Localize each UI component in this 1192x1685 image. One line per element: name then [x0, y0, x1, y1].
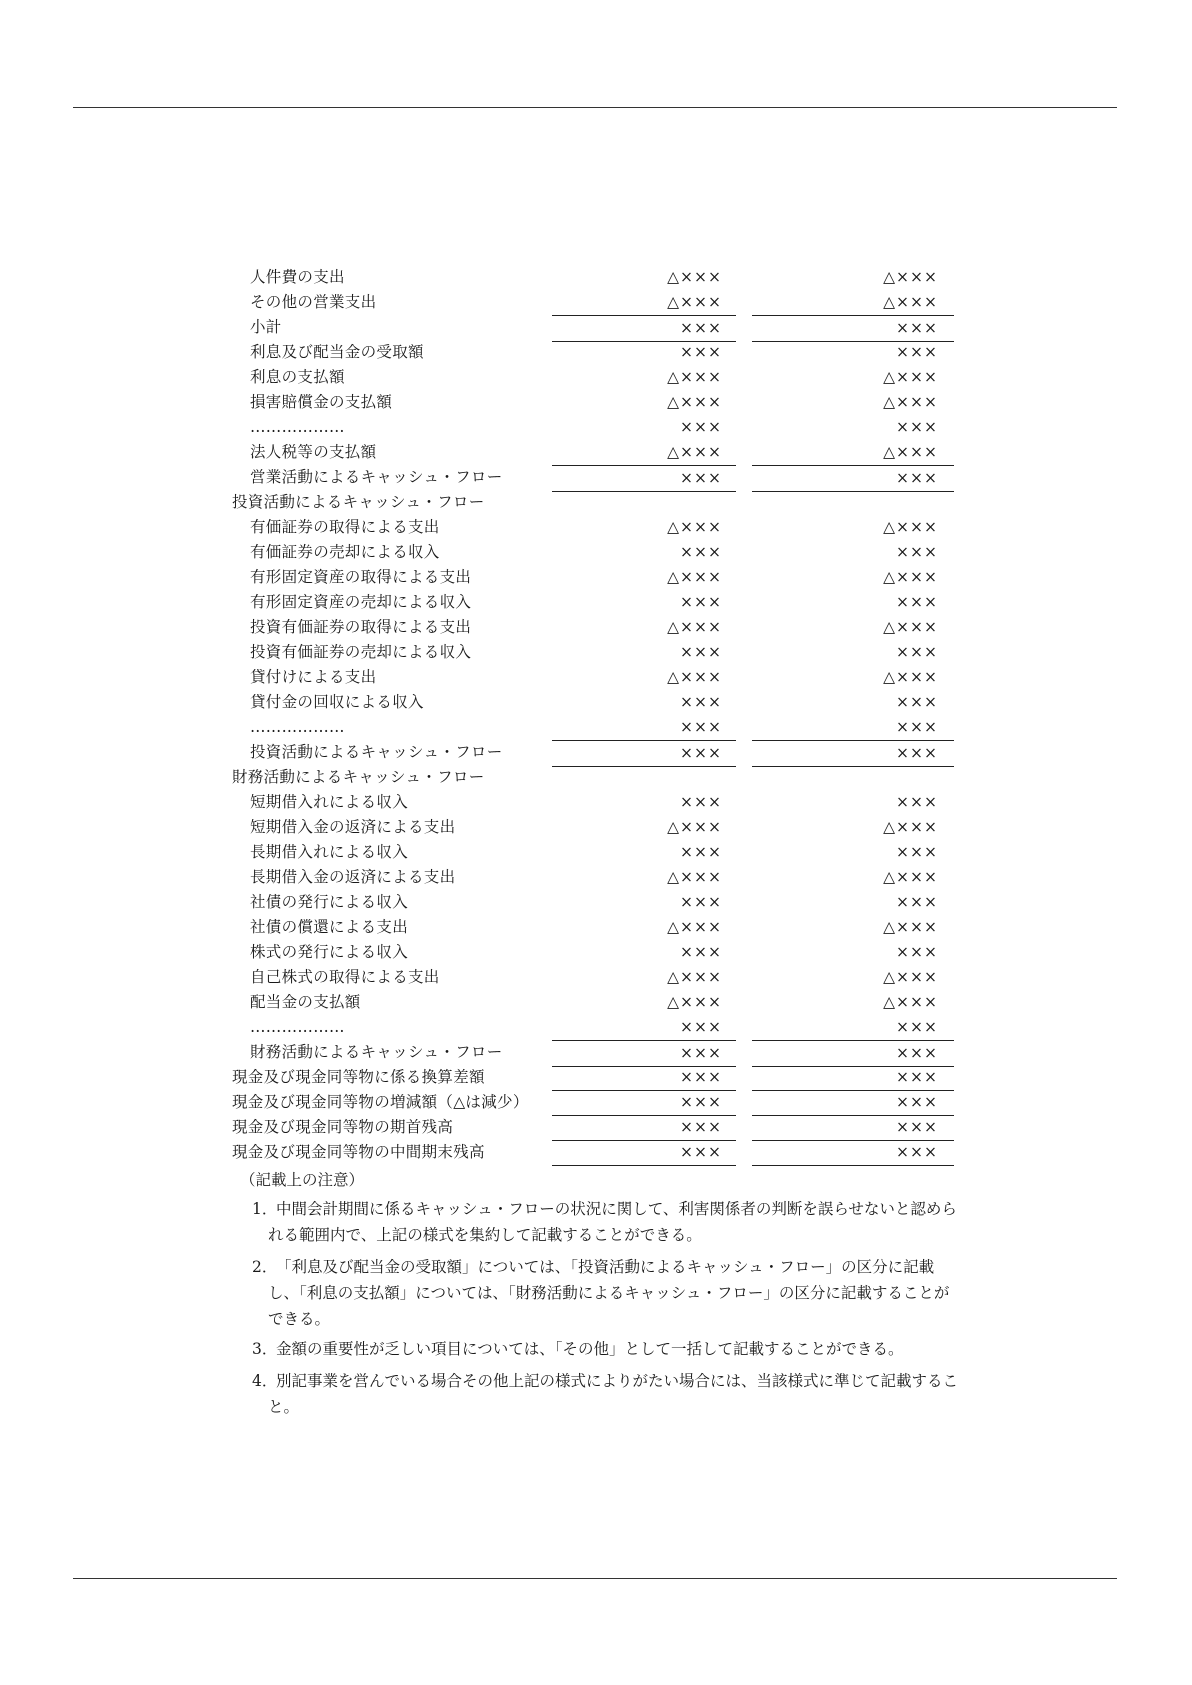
- value-current: ×××: [680, 343, 722, 361]
- value-current: △×××: [667, 518, 722, 536]
- row-label: 財務活動によるキャッシュ・フロー: [250, 1043, 503, 1061]
- value-current: ×××: [680, 793, 722, 811]
- value-current: ×××: [552, 315, 736, 342]
- note-number: 2．: [252, 1258, 278, 1276]
- row-label: 人件費の支出: [250, 268, 345, 286]
- table-row: [232, 565, 952, 590]
- note-text: 中間会計期間に係るキャッシュ・フローの状況に関して、利害関係者の判断を誤らせないと認められる範囲内で、上記の様式を集約して記載することができる。: [268, 1200, 957, 1244]
- table-row: [232, 690, 952, 715]
- total-row: [232, 1115, 952, 1140]
- value-current: ×××: [680, 418, 722, 436]
- table-row: [232, 365, 952, 390]
- value-prior: △×××: [883, 918, 938, 936]
- total-row: [232, 1090, 952, 1115]
- value-prior: ×××: [752, 740, 954, 767]
- note-number: 4．: [252, 1372, 278, 1390]
- row-label: 短期借入れによる収入: [250, 793, 409, 811]
- cash-flow-statement-table: [232, 265, 952, 1165]
- row-label: 長期借入金の返済による支出: [250, 868, 456, 886]
- value-current: △×××: [667, 618, 722, 636]
- table-row: [232, 440, 952, 465]
- table-row: [232, 265, 952, 290]
- value-prior: ×××: [752, 1140, 954, 1166]
- table-row: [232, 340, 952, 365]
- value-current: ×××: [680, 643, 722, 661]
- value-current: ×××: [552, 1040, 736, 1067]
- value-prior: ×××: [896, 793, 938, 811]
- value-current: △×××: [667, 918, 722, 936]
- value-prior: △×××: [883, 618, 938, 636]
- note-item: [252, 1254, 960, 1332]
- row-label: 社債の償還による支出: [250, 918, 409, 936]
- row-label: 現金及び現金同等物に係る換算差額: [232, 1068, 485, 1086]
- table-row: [232, 790, 952, 815]
- row-label: 有価証券の取得による支出: [250, 518, 440, 536]
- table-row: [232, 840, 952, 865]
- value-current: ×××: [552, 1090, 736, 1116]
- row-label: ………………: [250, 718, 345, 736]
- table-row: [232, 515, 952, 540]
- value-current: △×××: [667, 268, 722, 286]
- subtotal-row: [232, 315, 952, 340]
- table-row: [232, 715, 952, 740]
- value-prior: △×××: [883, 868, 938, 886]
- row-label: 自己株式の取得による支出: [250, 968, 440, 986]
- value-prior: △×××: [883, 443, 938, 461]
- value-prior: ×××: [896, 418, 938, 436]
- value-prior: ×××: [896, 718, 938, 736]
- total-row: [232, 740, 952, 765]
- table-row: [232, 865, 952, 890]
- value-prior: ×××: [896, 543, 938, 561]
- note-text: 別記事業を営んでいる場合その他上記の様式によりがたい場合には、当該様式に準じて記載すること。: [268, 1372, 959, 1416]
- table-row: [232, 940, 952, 965]
- value-current: ×××: [680, 593, 722, 611]
- table-row: [232, 1015, 952, 1040]
- note-item: [252, 1336, 960, 1362]
- row-label: ………………: [250, 1018, 345, 1036]
- value-prior: △×××: [883, 393, 938, 411]
- row-label: 有価証券の売却による収入: [250, 543, 440, 561]
- value-current: △×××: [667, 443, 722, 461]
- value-prior: △×××: [883, 568, 938, 586]
- value-prior: ×××: [752, 465, 954, 492]
- value-current: △×××: [667, 868, 722, 886]
- table-row: [232, 540, 952, 565]
- notes-title: （記載上の注意）: [240, 1171, 365, 1189]
- row-label: 有形固定資産の売却による収入: [250, 593, 472, 611]
- value-current: ×××: [680, 893, 722, 911]
- value-current: △×××: [667, 293, 722, 311]
- value-prior: △×××: [883, 818, 938, 836]
- table-row: [232, 665, 952, 690]
- row-label: 営業活動によるキャッシュ・フロー: [250, 468, 503, 486]
- header-rule: [73, 107, 1117, 108]
- table-row: [232, 290, 952, 315]
- note-item: [252, 1368, 960, 1420]
- value-current: ×××: [680, 843, 722, 861]
- value-prior: ×××: [752, 315, 954, 342]
- value-prior: ×××: [752, 1065, 954, 1091]
- value-prior: △×××: [883, 293, 938, 311]
- value-prior: ×××: [752, 1115, 954, 1141]
- table-row: [232, 415, 952, 440]
- row-label: 小計: [250, 318, 282, 336]
- value-current: ×××: [552, 1140, 736, 1166]
- note-text: 金額の重要性が乏しい項目については、「その他」として一括して記載することができる。: [276, 1340, 904, 1358]
- total-row: [232, 1065, 952, 1090]
- value-prior: ×××: [896, 1018, 938, 1036]
- value-current: ×××: [680, 543, 722, 561]
- row-label: 配当金の支払額: [250, 993, 361, 1011]
- value-prior: ×××: [896, 343, 938, 361]
- value-current: ×××: [552, 465, 736, 492]
- row-label: 現金及び現金同等物の中間期末残高: [232, 1143, 485, 1161]
- table-row: [232, 990, 952, 1015]
- value-prior: △×××: [883, 668, 938, 686]
- total-row: [232, 1140, 952, 1165]
- value-prior: ×××: [896, 843, 938, 861]
- value-prior: △×××: [883, 368, 938, 386]
- table-row: [232, 590, 952, 615]
- footer-rule: [73, 1578, 1117, 1579]
- table-row: [232, 615, 952, 640]
- note-item: [252, 1196, 960, 1248]
- section-heading: 財務活動によるキャッシュ・フロー: [232, 768, 485, 786]
- value-current: △×××: [667, 368, 722, 386]
- table-row: [232, 815, 952, 840]
- row-label: 有形固定資産の取得による支出: [250, 568, 472, 586]
- row-label: 社債の発行による収入: [250, 893, 409, 911]
- value-prior: △×××: [883, 993, 938, 1011]
- value-current: △×××: [667, 993, 722, 1011]
- row-label: 法人税等の支払額: [250, 443, 377, 461]
- value-prior: ×××: [896, 693, 938, 711]
- value-current: ×××: [680, 718, 722, 736]
- value-current: ×××: [552, 740, 736, 767]
- value-current: ×××: [680, 943, 722, 961]
- table-row: [232, 640, 952, 665]
- table-row: [232, 965, 952, 990]
- row-label: 株式の発行による収入: [250, 943, 409, 961]
- row-label: 現金及び現金同等物の増減額（△は減少）: [232, 1093, 529, 1111]
- table-row: [232, 890, 952, 915]
- section-heading-row: [232, 490, 952, 515]
- value-prior: △×××: [883, 268, 938, 286]
- section-heading: 投資活動によるキャッシュ・フロー: [232, 493, 485, 511]
- note-number: 3．: [252, 1340, 278, 1358]
- row-label: 損害賠償金の支払額: [250, 393, 393, 411]
- table-row: [232, 390, 952, 415]
- note-number: 1．: [252, 1200, 278, 1218]
- section-heading-row: [232, 765, 952, 790]
- row-label: 投資有価証券の取得による支出: [250, 618, 472, 636]
- value-current: ×××: [552, 1065, 736, 1091]
- row-label: 貸付けによる支出: [250, 668, 377, 686]
- value-current: △×××: [667, 668, 722, 686]
- row-label: 投資活動によるキャッシュ・フロー: [250, 743, 503, 761]
- value-prior: ×××: [896, 893, 938, 911]
- row-label: 現金及び現金同等物の期首残高: [232, 1118, 454, 1136]
- value-current: ×××: [680, 1018, 722, 1036]
- row-label: ………………: [250, 418, 345, 436]
- value-prior: ×××: [752, 1040, 954, 1067]
- row-label: 貸付金の回収による収入: [250, 693, 424, 711]
- value-current: △×××: [667, 393, 722, 411]
- row-label: 長期借入れによる収入: [250, 843, 409, 861]
- table-row: [232, 915, 952, 940]
- value-prior: ×××: [896, 593, 938, 611]
- value-current: △×××: [667, 818, 722, 836]
- value-prior: △×××: [883, 518, 938, 536]
- value-prior: ×××: [896, 643, 938, 661]
- row-label: その他の営業支出: [250, 293, 377, 311]
- total-row: [232, 1040, 952, 1065]
- note-text: 「利息及び配当金の受取額」については、「投資活動によるキャッシュ・フロー」の区分に記載し、「利息の支払額」については、「財務活動によるキャッシュ・フロー」の区分に記載することができる。: [268, 1258, 950, 1328]
- row-label: 利息の支払額: [250, 368, 345, 386]
- value-prior: ×××: [896, 943, 938, 961]
- value-current: ×××: [680, 693, 722, 711]
- row-label: 短期借入金の返済による支出: [250, 818, 456, 836]
- value-current: △×××: [667, 568, 722, 586]
- value-current: ×××: [552, 1115, 736, 1141]
- value-prior: ×××: [752, 1090, 954, 1116]
- row-label: 利息及び配当金の受取額: [250, 343, 424, 361]
- value-current: △×××: [667, 968, 722, 986]
- row-label: 投資有価証券の売却による収入: [250, 643, 472, 661]
- total-row: [232, 465, 952, 490]
- value-prior: △×××: [883, 968, 938, 986]
